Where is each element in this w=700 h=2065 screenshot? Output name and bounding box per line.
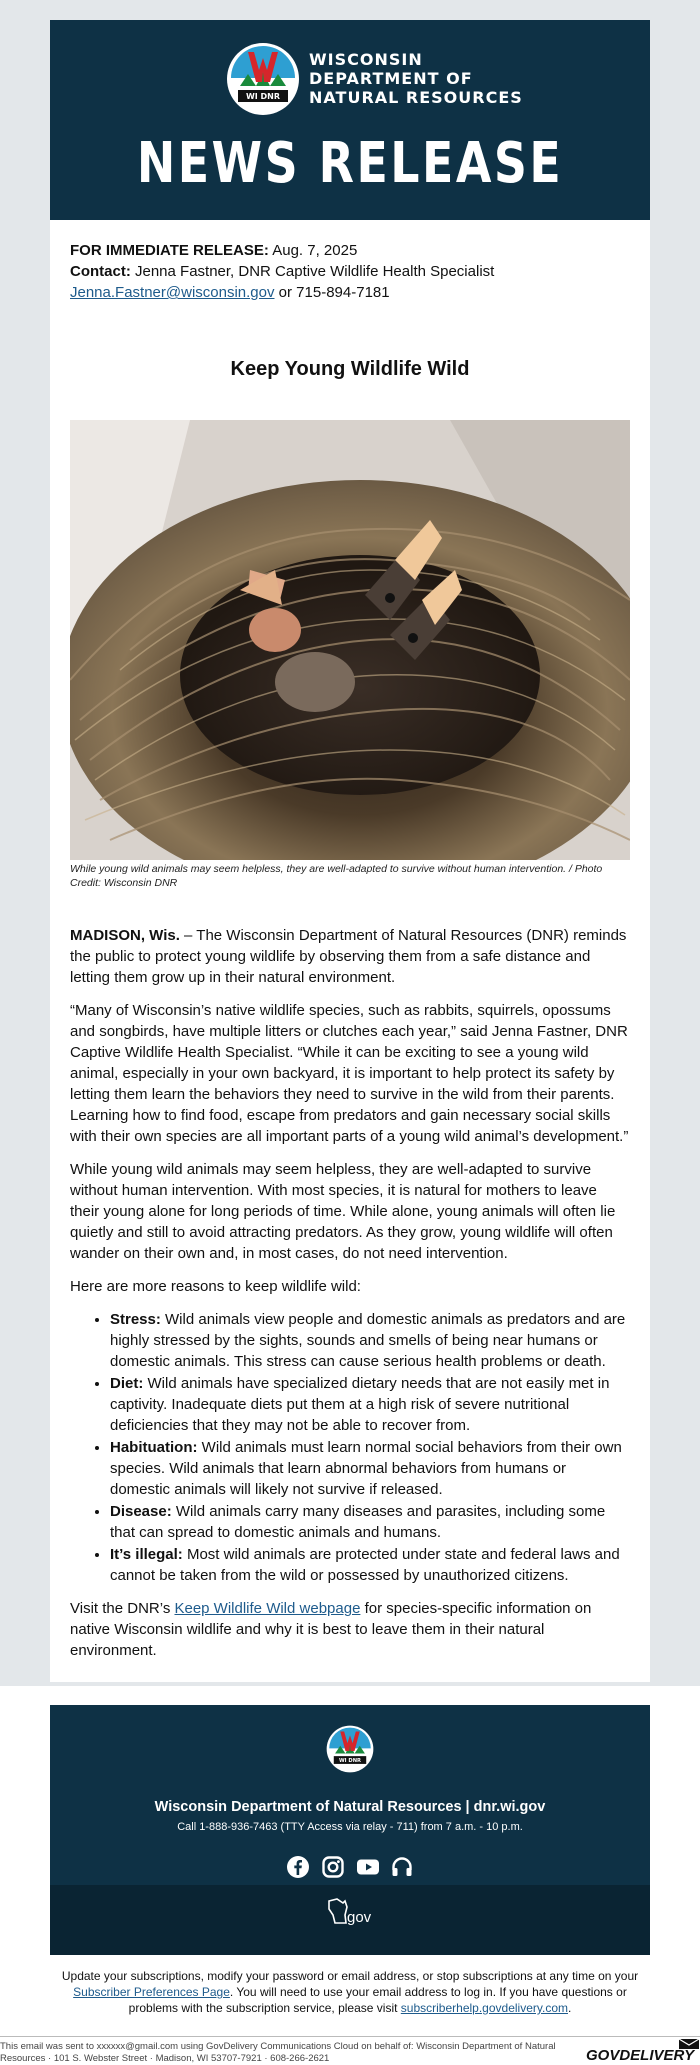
list-item: • Disease: Wild animals carry many diseases and parasites, including some that can spread to domestic animals and humans. [110, 1501, 630, 1543]
agency-name: WISCONSIN DEPARTMENT OF NATURAL RESOURCES [309, 50, 523, 107]
paragraph-2: “Many of Wisconsin’s native wildlife species, such as rabbits, squirrels, opossums and songbirds, have multiple litters or clutches each year,” said Jenna Fastner, DNR Captive Wildlife Health Specialist. “While it can be exciting to see a young wild animal, especially in your own backyard, it is important to help protect its safety by letting them learn the behaviors they need to survive in the wild from their parents. Learning how to find food, escape from predators and gain necessary social skills with their own species are all important parts of a young wild animal’s development.” [70, 1002, 629, 1145]
footer-phone: Call 1-888-936-7463 (TTY Access via relay - 711) from 7 a.m. - 10 p.m. [177, 1821, 523, 1833]
wi-gov-band [50, 1885, 650, 1955]
govdelivery-text: GOVDELIVERY [586, 2047, 695, 2064]
dnr-logo-icon [226, 42, 300, 116]
podcast-icon[interactable] [390, 1855, 414, 1879]
paragraph-4: Here are more reasons to keep wildlife wild: [70, 1278, 361, 1295]
govdelivery-logo[interactable] [586, 2038, 700, 2062]
instagram-icon[interactable] [321, 1855, 345, 1879]
fine-print: This email was sent to xxxxxx@gmail.com using GovDelivery Communications Cloud on behalf of: Wisconsin Department of Natural Resources · 101 S. Webster Street · Madison, WI 53707-7921 · 608-266-2621 [0, 2041, 556, 2064]
news-release-card [50, 20, 650, 1682]
divider [0, 2036, 700, 2037]
release-date: Aug. 7, 2025 [272, 242, 358, 259]
social-icons [50, 1855, 650, 1879]
paragraph-1: MADISON, Wis. – The Wisconsin Department of Natural Resources (DNR) reminds the public to protect young wildlife by observing them from a safe distance and letting them grow up in their natural environment. [70, 927, 627, 986]
release-meta [70, 240, 630, 303]
keep-wildlife-wild-link[interactable]: Keep Wildlife Wild webpage [174, 1600, 361, 1617]
facebook-icon[interactable] [286, 1855, 310, 1879]
subscriber-preferences-link[interactable]: Subscriber Preferences Page [73, 1985, 230, 1999]
news-release-heading: NEWS RELEASE [136, 131, 564, 196]
footer-agency: Wisconsin Department of Natural Resources | dnr.wi.gov [154, 1799, 546, 1815]
list-item: • Habituation: Wild animals must learn normal social behaviors from their own species. Wild animals that learn abnormal behaviors from humans or domestic animals will likely not survive if released. [110, 1437, 630, 1500]
footer-logo-text: WI DNR [338, 1757, 362, 1764]
contact-name: Jenna Fastner, DNR Captive Wildlife Health Specialist [135, 263, 495, 280]
subscriber-help-link[interactable]: subscriberhelp.govdelivery.com [400, 2001, 568, 2015]
article-body [70, 925, 630, 1673]
dateline: MADISON, Wis. [70, 927, 180, 944]
photo-caption: While young wild animals may seem helpless, they are well-adapted to survive without human intervention. / Photo Credit: Wisconsin DNR [70, 863, 603, 889]
list-item: • Diet: Wild animals have specialized dietary needs that are not easily met in captivity. Inadequate diets put them at a high risk of severe nutritional deficiencies that they may not be able to recover from. [110, 1373, 630, 1436]
contact-phone: or 715-894-7181 [278, 284, 390, 301]
footer [50, 1705, 650, 1955]
reasons-list [70, 1309, 630, 1586]
dnr-footer-logo-icon [326, 1725, 374, 1773]
release-label: FOR IMMEDIATE RELEASE: [70, 242, 269, 259]
contact-email-link[interactable]: Jenna.Fastner@wisconsin.gov [70, 284, 275, 301]
wisconsin-gov-logo-icon[interactable] [325, 1897, 375, 1929]
logo-text: WI DNR [245, 92, 281, 101]
gov-text: gov [347, 1909, 372, 1926]
bird-nest-photo [70, 420, 630, 860]
contact-label: Contact: [70, 263, 131, 280]
list-item: • Stress: Wild animals view people and domestic animals as predators and are highly stressed by the sights, sounds and smells of being near humans or domestic animals. This stress can cause serious health problems or death. [110, 1309, 630, 1372]
list-item: • It’s illegal: Most wild animals are protected under state and federal laws and cannot be taken from the wild or possessed by unauthorized citizens. [110, 1544, 630, 1586]
subscription-notice: Update your subscriptions, modify your password or email address, or stop subscriptions at any time on your Subscriber Preferences Page. You will need to use your email address to log in. If you have questions or problems with the subscription service, please visit subscriberhelp.govdelivery.com. [61, 1969, 639, 2015]
paragraph-5: Visit the DNR’s Keep Wildlife Wild webpage for species-specific information on native Wisconsin wildlife and why it is best to leave them in their natural environment. [70, 1600, 592, 1659]
article-title: Keep Young Wildlife Wild [230, 358, 470, 380]
paragraph-3: While young wild animals may seem helpless, they are well-adapted to survive without human intervention. With most species, it is natural for mothers to leave their young alone for long periods of time. While alone, young animals will often lie quietly and still to avoid attracting predators. As they grow, young wildlife will often wander on their own and, in most cases, do not need intervention. [70, 1161, 616, 1262]
header-banner [50, 20, 650, 220]
youtube-icon[interactable] [355, 1855, 379, 1879]
